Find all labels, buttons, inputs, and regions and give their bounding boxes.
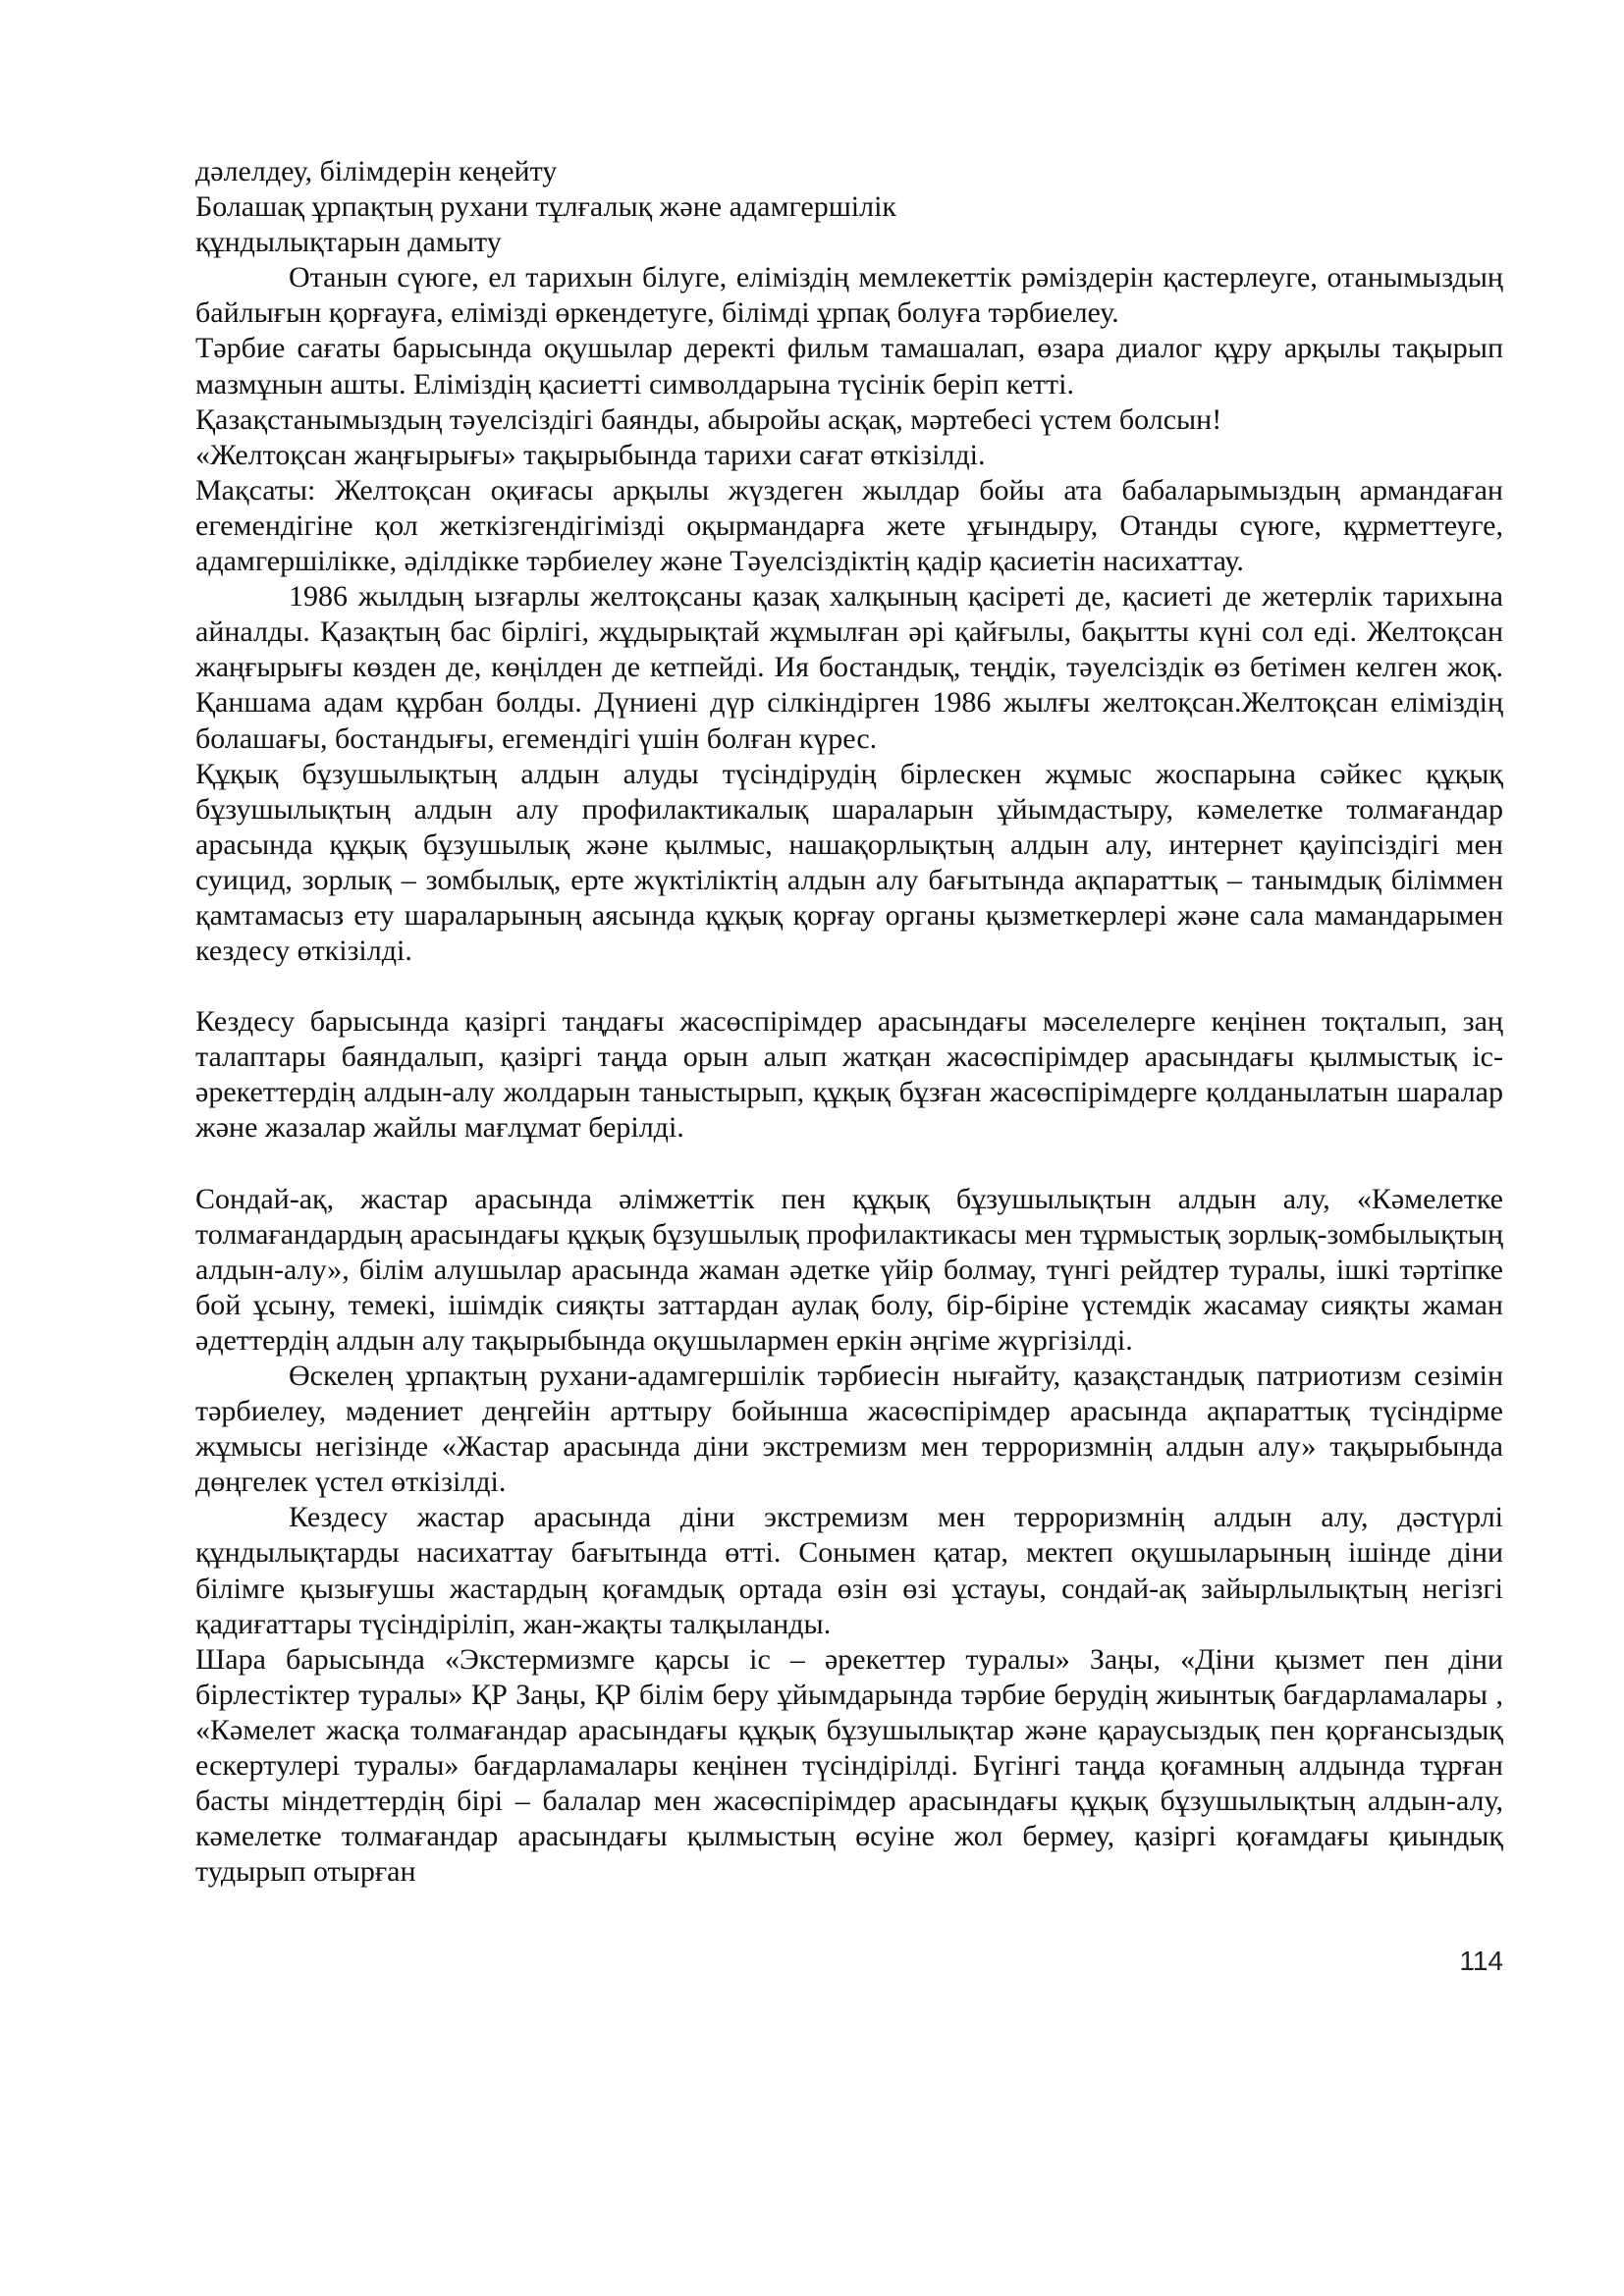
body-text (195, 154, 1503, 1890)
paragraph: Кездесу барысында қазіргі таңдағы жасөспірімдер арасындағы мəселелерге кеңінен тоқталып, заң талаптары баяндалып, қазіргі таңда орын алып жатқан жасөспірімдер арасындағы қылмыстық іс-əрекеттердің алдын-алу жолдарын таныстырып, құқық бұзған жасөспірімдерге қолданылатын шаралар жəне жазалар жайлы мағлұмат берілді. (195, 1005, 1503, 1145)
page-number: 114 (1459, 1946, 1503, 1976)
paragraph: «Желтоқсан жаңғырығы» тақырыбында тарихи сағат өткізілді. (195, 438, 986, 471)
paragraph: Қазақстанымыздың тəуелсіздігі баянды, абыройы асқақ, мəртебесі үстем болсын! (195, 402, 1222, 436)
text-line: Болашақ ұрпақтың рухани тұлғалық және адамгершілік (195, 190, 897, 224)
paragraph: Тəрбие сағаты барысында оқушылар деректі фильм тамашалап, өзара диалог құру арқылы тақырып мазмұнын ашты. Еліміздің қасиетті символдарына түсінік беріп кетті. (195, 332, 1503, 400)
paragraph: Кездесу жастар арасында діни экстремизм мен терроризмнің алдын алу, дəстүрлі құндылықтарды насихаттау бағытында өтті. Сонымен қатар, мектеп оқушыларының ішінде діни білімге қызығушы жастардың қоғамдық ортада өзін өзі ұстауы, сондай-ақ зайырлылықтың негізгі қадиғаттары түсіндіріліп, жан-жақты талқыланды. (195, 1501, 1503, 1640)
text-line: құндылықтарын дамыту (195, 226, 502, 259)
paragraph: 1986 жылдың ызғарлы желтоқсаны қазақ халқының қасіреті де, қасиеті де жетерлік тарихына айналды. Қазақтың бас бірлігі, жұдырықтай жұмылған əрі қайғылы, бақытты күні сол еді. Желтоқсан жаңғырығы көзден де, көңілден де кетпейді. Ия бостандық, теңдік, тəуелсіздік өз бетімен келген жоқ. Қаншама адам құрбан болды. Дүниені дүр сілкіндірген 1986 жылғы желтоқсан.Желтоқсан еліміздің болашағы, бостандығы, егемендігі үшін болған күрес. (195, 580, 1503, 755)
paragraph: Отанын сүюге, ел тарихын білуге, еліміздің мемлекеттік рəміздерін қастерлеуге, отанымыздың байлығын қорғауға, елімізді өркендетуге, білімді ұрпақ болуға тəрбиелеу. (195, 261, 1503, 330)
text-line: дəлелдеу, білімдерін кеңейту (195, 155, 558, 187)
paragraph: Құқық бұзушылықтың алдын алуды түсіндірудің бірлескен жұмыс жоспарына сəйкес құқық бұзушылықтың алдын алу профилактикалық шараларын ұйымдастыру, кəмелетке толмағандар арасында құқық бұзушылық жəне қылмыс, нашақорлықтың алдын алу, интернет қауіпсіздігі мен суицид, зорлық – зомбылық, ерте жүктіліктің алдын алу бағытында ақпараттық – танымдық біліммен қамтамасыз ету шараларының аясында құқық қорғау органы қызметкерлері жəне сала мамандарымен кездесу өткізілді. (195, 757, 1503, 968)
paragraph: Шара барысында «Экстермизмге қарсы іс – əрекеттер туралы» Заңы, «Діни қызмет пен діни бірлестіктер туралы» ҚР Заңы, ҚР білім беру ұйымдарында тəрбие берудің жиынтық бағдарламалары , «Кəмелет жасқа толмағандар арасындағы құқық бұзушылықтар жəне қараусыздық пен қорғансыздық ескертулері туралы» бағдарламалары кеңінен түсіндірілді. Бүгінгі таңда қоғамның алдында тұрған басты міндеттердің бірі – балалар мен жасөспірімдер арасындағы құқық бұзушылықтың алдын-алу, кəмелетке толмағандар арасындағы қылмыстың өсуіне жол бермеу, қазіргі қоғамдағы қиындық тудырып отырған (195, 1642, 1503, 1889)
paragraph: Өскелең ұрпақтың рухани-адамгершілік тəрбиесін нығайту, қазақстандық патриотизм сезімін тəрбиелеу, мəдениет деңгейін арттыру бойынша жасөспірімдер арасында ақпараттық түсіндірме жұмысы негізінде «Жастар арасында діни экстремизм мен терроризмнің алдын алу» тақырыбында дөңгелек үстел өткізілді. (195, 1360, 1503, 1499)
paragraph: Мақсаты: Желтоқсан оқиғасы арқылы жүздеген жылдар бойы ата бабаларымыздың армандаған егемендігіне қол жеткізгендігімізді оқырмандарға жете ұғындыру, Отанды сүюге, құрметтеуге, адамгершілікке, əділдікке тəрбиелеу жəне Тəуелсіздіктің қадір қасиетін насихаттау. (195, 473, 1503, 578)
paragraph: Сондай-ақ, жастар арасында əлімжеттік пен құқық бұзушылықтын алдын алу, «Кəмелетке толмағандардың арасындағы құқық бұзушылық профилактикасы мен тұрмыстық зорлық-зомбылықтың алдын-алу», білім алушылар арасында жаман əдетке үйір болмау, түнгі рейдтер туралы, ішкі тəртіпке бой ұсыну, темекі, ішімдік сияқты заттардан аулақ болу, бір-біріне үстемдік жасамау сияқты жаман əдеттердің алдын алу тақырыбында оқушылармен еркін əңгіме жүргізілді. (195, 1182, 1503, 1357)
